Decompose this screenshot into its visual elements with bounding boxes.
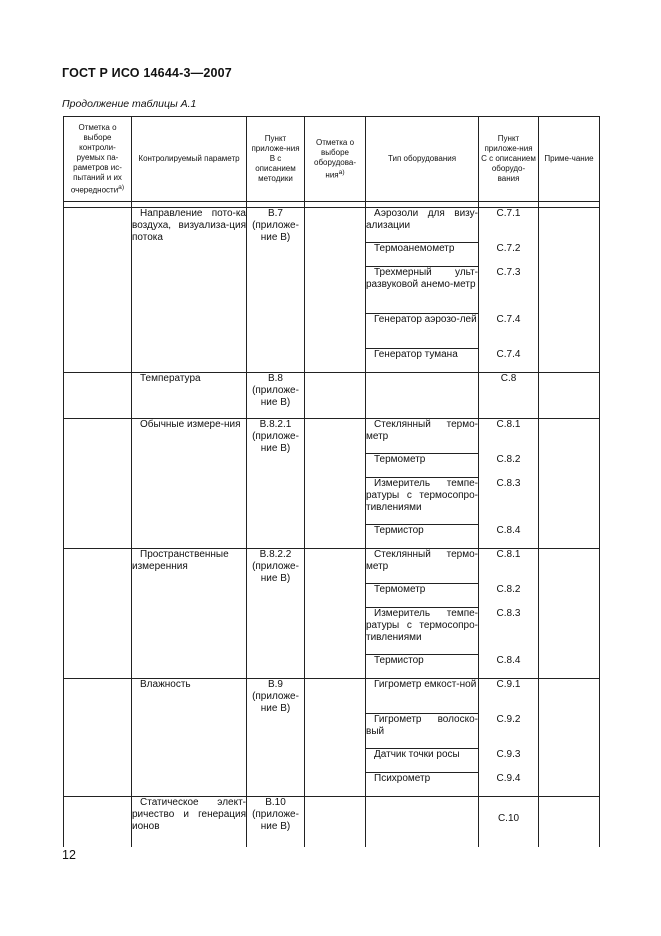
parameter-cell: Направление пото-ка воздуха, визуализа-ция потока [132, 208, 247, 373]
method-cell: B.8 (приложе-ние В) [247, 373, 305, 419]
equipment-ref-cell: C.8.3 [479, 608, 539, 655]
table-row [64, 797, 600, 847]
table-row [64, 208, 600, 243]
equipment-type-cell: Стеклянный термо-метр [366, 549, 479, 584]
equipment-table [63, 116, 600, 847]
method-cell: B.8.2.2 (приложе-ние В) [247, 549, 305, 679]
equipment-ref-cell: C.9.1 [479, 679, 539, 714]
document-code: ГОСТ Р ИСО 14644-3—2007 [62, 66, 232, 80]
equipment-type-cell: Термистор [366, 655, 479, 679]
header-cell-selection: Отметка о выборе контроли-руемых па-раметров ис-пытаний и их очередности$^{a)}$ [64, 117, 132, 202]
equipment-type-cell: Генератор аэрозо-лей [366, 314, 479, 349]
header-cell-method: Пункт приложе-ния В с описанием методики [247, 117, 305, 202]
table-caption: Продолжение таблицы А.1 [62, 98, 197, 110]
equipment-ref-cell: C.8.2 [479, 454, 539, 478]
method-cell: B.7 (приложе-ние В) [247, 208, 305, 373]
equipment-ref-cell: C.7.4 [479, 349, 539, 373]
method-cell: B.9 (приложе-ние В) [247, 679, 305, 797]
equipment-type-cell: Психрометр [366, 773, 479, 797]
table-row [64, 679, 600, 714]
equipment-ref-cell: C.8.2 [479, 584, 539, 608]
equipment-type-cell: Генератор тумана [366, 349, 479, 373]
equipment-type-cell: Стеклянный термо-метр [366, 419, 479, 454]
equipment-ref-cell: C.7.2 [479, 243, 539, 267]
equipment-type-cell: Термоанемометр [366, 243, 479, 267]
equipment-ref-cell: C.10 [479, 797, 539, 847]
method-cell: B.8.2.1 (приложе-ние В) [247, 419, 305, 549]
equipment-ref-cell: C.8.4 [479, 655, 539, 679]
table-header-row [64, 117, 600, 202]
equipment-type-cell: Гигрометр емкост-ной [366, 679, 479, 714]
equipment-type-cell: Измеритель темпе-ратуры с термосопро-тивлениями [366, 478, 479, 525]
equipment-type-cell: Термистор [366, 525, 479, 549]
equipment-ref-cell: C.9.4 [479, 773, 539, 797]
header-cell-equipment-selection: Отметка о выборе оборудова-ния$^{a)}$ [305, 117, 366, 202]
equipment-ref-cell: C.9.3 [479, 749, 539, 773]
header-cell-note: Приме-чание [539, 117, 600, 202]
equipment-type-cell: Датчик точки росы [366, 749, 479, 773]
parameter-cell: Влажность [132, 679, 247, 797]
equipment-type-cell: Термометр [366, 454, 479, 478]
equipment-ref-cell: C.9.2 [479, 714, 539, 749]
equipment-type-cell: Аэрозоли для визу-ализации [366, 208, 479, 243]
header-cell-equipment-type: Тип оборудования [366, 117, 479, 202]
equipment-ref-cell: C.8.3 [479, 478, 539, 525]
header-cell-parameter: Контролируемый параметр [132, 117, 247, 202]
table-row [64, 419, 600, 454]
equipment-ref-cell: C.8.4 [479, 525, 539, 549]
footnote-mark: a) [338, 168, 345, 176]
table-row [64, 549, 600, 584]
equipment-type-cell: Термометр [366, 584, 479, 608]
equipment-ref-cell: C.7.4 [479, 314, 539, 349]
footnote-mark: a) [118, 183, 125, 191]
header-cell-equipment-ref: Пункт приложе-ния С с описанием оборудо-вания [479, 117, 539, 202]
table-row [64, 373, 600, 419]
equipment-ref-cell: C.8 [479, 373, 539, 419]
method-cell: B.10 (приложе-ние В) [247, 797, 305, 847]
parameter-cell: Обычные измере-ния [132, 419, 247, 549]
equipment-type-cell: Измеритель темпе-ратуры с термосопро-тивлениями [366, 608, 479, 655]
parameter-cell: Пространственные измеренния [132, 549, 247, 679]
parameter-cell: Температура [132, 373, 247, 419]
page-number: 12 [62, 848, 76, 862]
parameter-cell: Статическое элект-ричество и генерация ионов [132, 797, 247, 847]
equipment-ref-cell: C.7.1 [479, 208, 539, 243]
equipment-ref-cell: C.7.3 [479, 267, 539, 314]
equipment-type-cell: Трехмерный ульт-развуковой анемо-метр [366, 267, 479, 314]
equipment-ref-cell: C.8.1 [479, 549, 539, 584]
equipment-type-cell: Гигрометр волоско-вый [366, 714, 479, 749]
equipment-ref-cell: C.8.1 [479, 419, 539, 454]
